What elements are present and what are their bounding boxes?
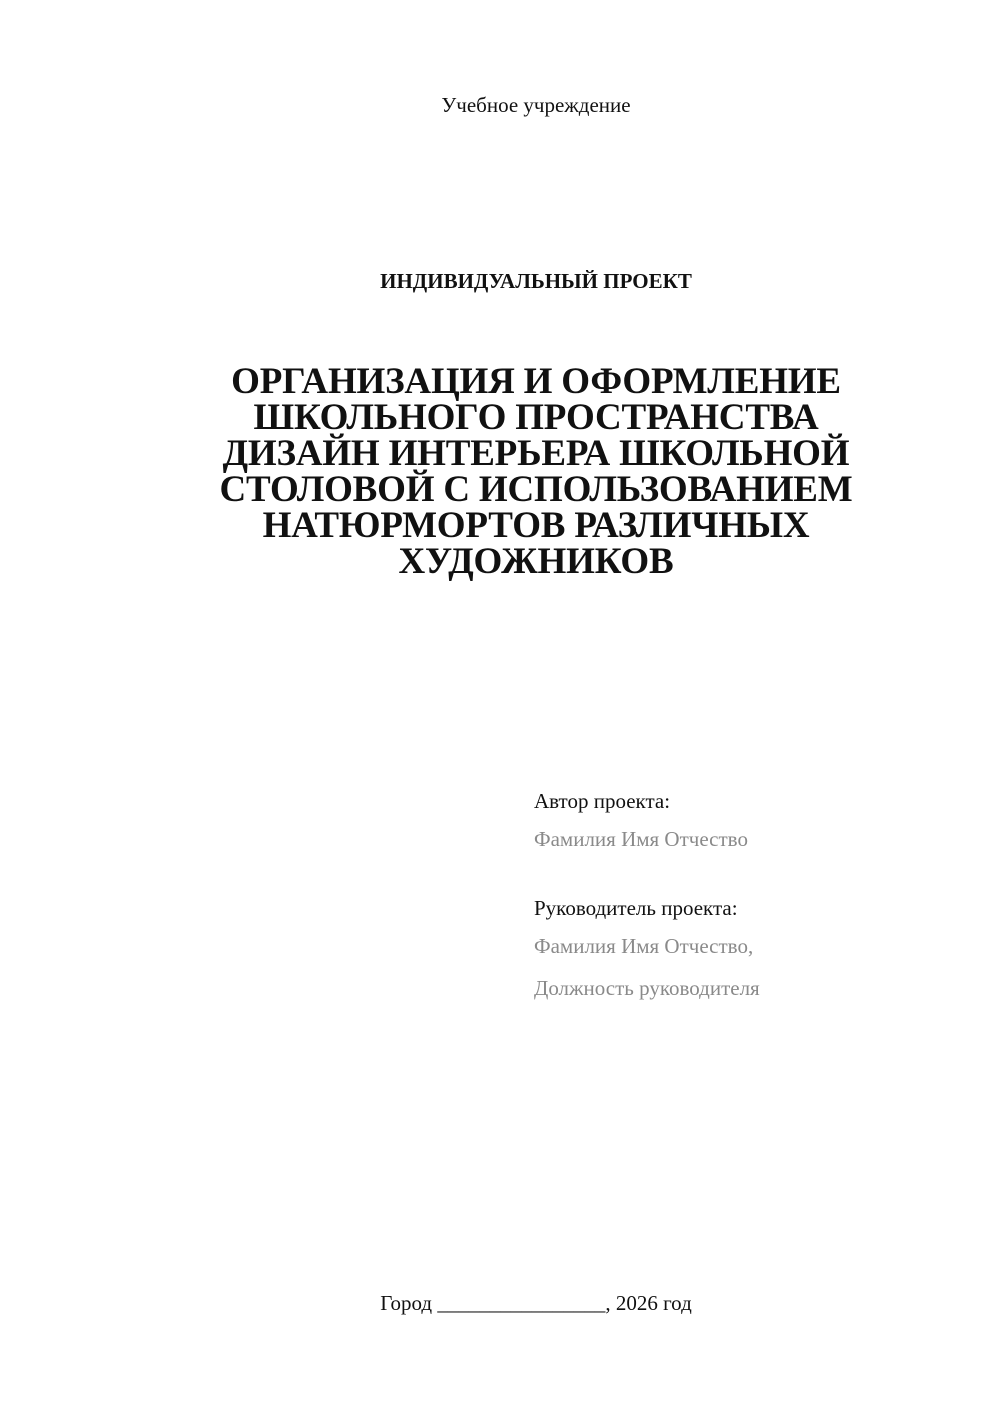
- author-name: Фамилия Имя Отчество: [534, 827, 748, 851]
- supervisor-block: [534, 895, 954, 1017]
- project-title: [180, 361, 892, 582]
- title-line: ШКОЛЬНОГО ПРОСТРАНСТВА: [253, 397, 819, 438]
- supervisor-position: Должность руководителя: [534, 976, 760, 1000]
- title-line: СТОЛОВОЙ С ИСПОЛЬЗОВАНИЕМ: [219, 469, 853, 510]
- author-label: Автор проекта:: [534, 789, 671, 813]
- supervisor-label: Руководитель проекта:: [534, 896, 738, 920]
- title-line: ОРГАНИЗАЦИЯ И ОФОРМЛЕНИЕ: [231, 361, 841, 402]
- title-line: НАТЮРМОРТОВ РАЗЛИЧНЫХ: [262, 505, 810, 546]
- project-kind-heading: ИНДИВИДУАЛЬНЫЙ ПРОЕКТ: [380, 269, 692, 293]
- supervisor-name: Фамилия Имя Отчество,: [534, 934, 754, 958]
- city-year-line: Город ________________, 2026 год: [380, 1291, 692, 1315]
- title-line: ДИЗАЙН ИНТЕРЬЕРА ШКОЛЬНОЙ: [222, 433, 850, 474]
- institution-name: Учебное учреждение: [441, 93, 631, 117]
- author-block: [534, 788, 954, 866]
- title-line: ХУДОЖНИКОВ: [398, 541, 674, 582]
